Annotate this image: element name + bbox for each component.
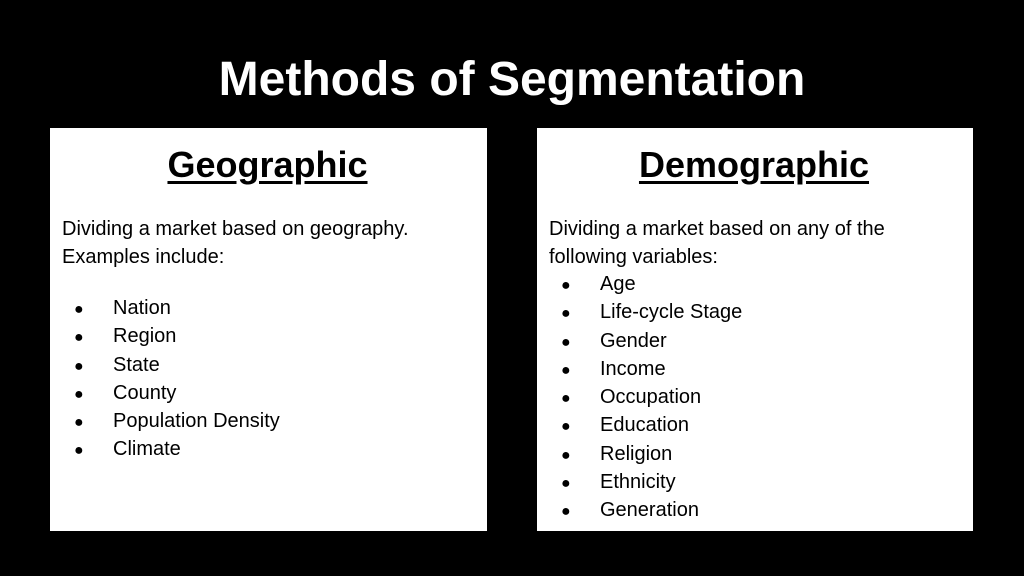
list-item <box>62 323 473 351</box>
bullet-icon: ● <box>74 414 84 432</box>
slide-title: Methods of Segmentation <box>218 53 806 106</box>
bullet-icon: ● <box>561 503 571 521</box>
list-item <box>549 497 959 525</box>
bullet-icon: ● <box>74 301 84 318</box>
bullet-icon: ● <box>74 357 84 375</box>
list-item <box>549 469 959 497</box>
list-item-label: Income <box>600 357 666 380</box>
list-item <box>549 328 959 356</box>
bullet-icon: ● <box>561 333 571 351</box>
geographic-panel <box>50 128 487 531</box>
demographic-list <box>549 271 959 526</box>
list-item-label: Life-cycle Stage <box>600 301 743 324</box>
bullet-icon: ● <box>561 390 571 408</box>
demographic-heading: Demographic <box>638 144 870 185</box>
list-item <box>62 352 473 380</box>
list-item-label: Education <box>600 414 689 437</box>
bullet-icon: ● <box>561 305 571 323</box>
bullet-icon: ● <box>561 446 571 464</box>
list-item-label: Nation <box>113 297 171 319</box>
geographic-list <box>62 295 473 465</box>
list-item-label: Generation <box>600 499 699 522</box>
list-item <box>549 356 959 384</box>
list-item <box>62 408 473 436</box>
list-item-label: Age <box>600 273 636 295</box>
list-item-label: Ethnicity <box>600 471 676 494</box>
list-item <box>62 436 473 464</box>
list-item <box>549 271 959 299</box>
geographic-heading: Geographic <box>167 144 368 185</box>
list-item <box>549 299 959 327</box>
list-item <box>549 384 959 412</box>
list-item <box>549 412 959 440</box>
bullet-icon: ● <box>561 361 571 379</box>
bullet-icon: ● <box>74 329 84 347</box>
list-item-label: County <box>113 381 177 404</box>
demographic-panel <box>537 128 973 531</box>
list-item-label: State <box>113 353 160 376</box>
geographic-description: Dividing a market based on geography. Examples include: <box>62 218 409 268</box>
bullet-icon: ● <box>561 475 571 493</box>
list-item-label: Region <box>113 325 177 348</box>
list-item-label: Climate <box>113 438 181 461</box>
bullet-icon: ● <box>74 442 84 460</box>
list-item-label: Religion <box>600 442 673 465</box>
list-item <box>62 380 473 408</box>
bullet-icon: ● <box>74 385 84 403</box>
list-item-label: Population Density <box>113 410 280 433</box>
list-item <box>62 295 473 323</box>
bullet-icon: ● <box>561 277 571 294</box>
list-item-label: Occupation <box>600 386 702 409</box>
demographic-description: Dividing a market based on any of the following variables: <box>549 218 885 268</box>
list-item-label: Gender <box>600 329 667 352</box>
bullet-icon: ● <box>561 418 571 436</box>
list-item <box>549 441 959 469</box>
